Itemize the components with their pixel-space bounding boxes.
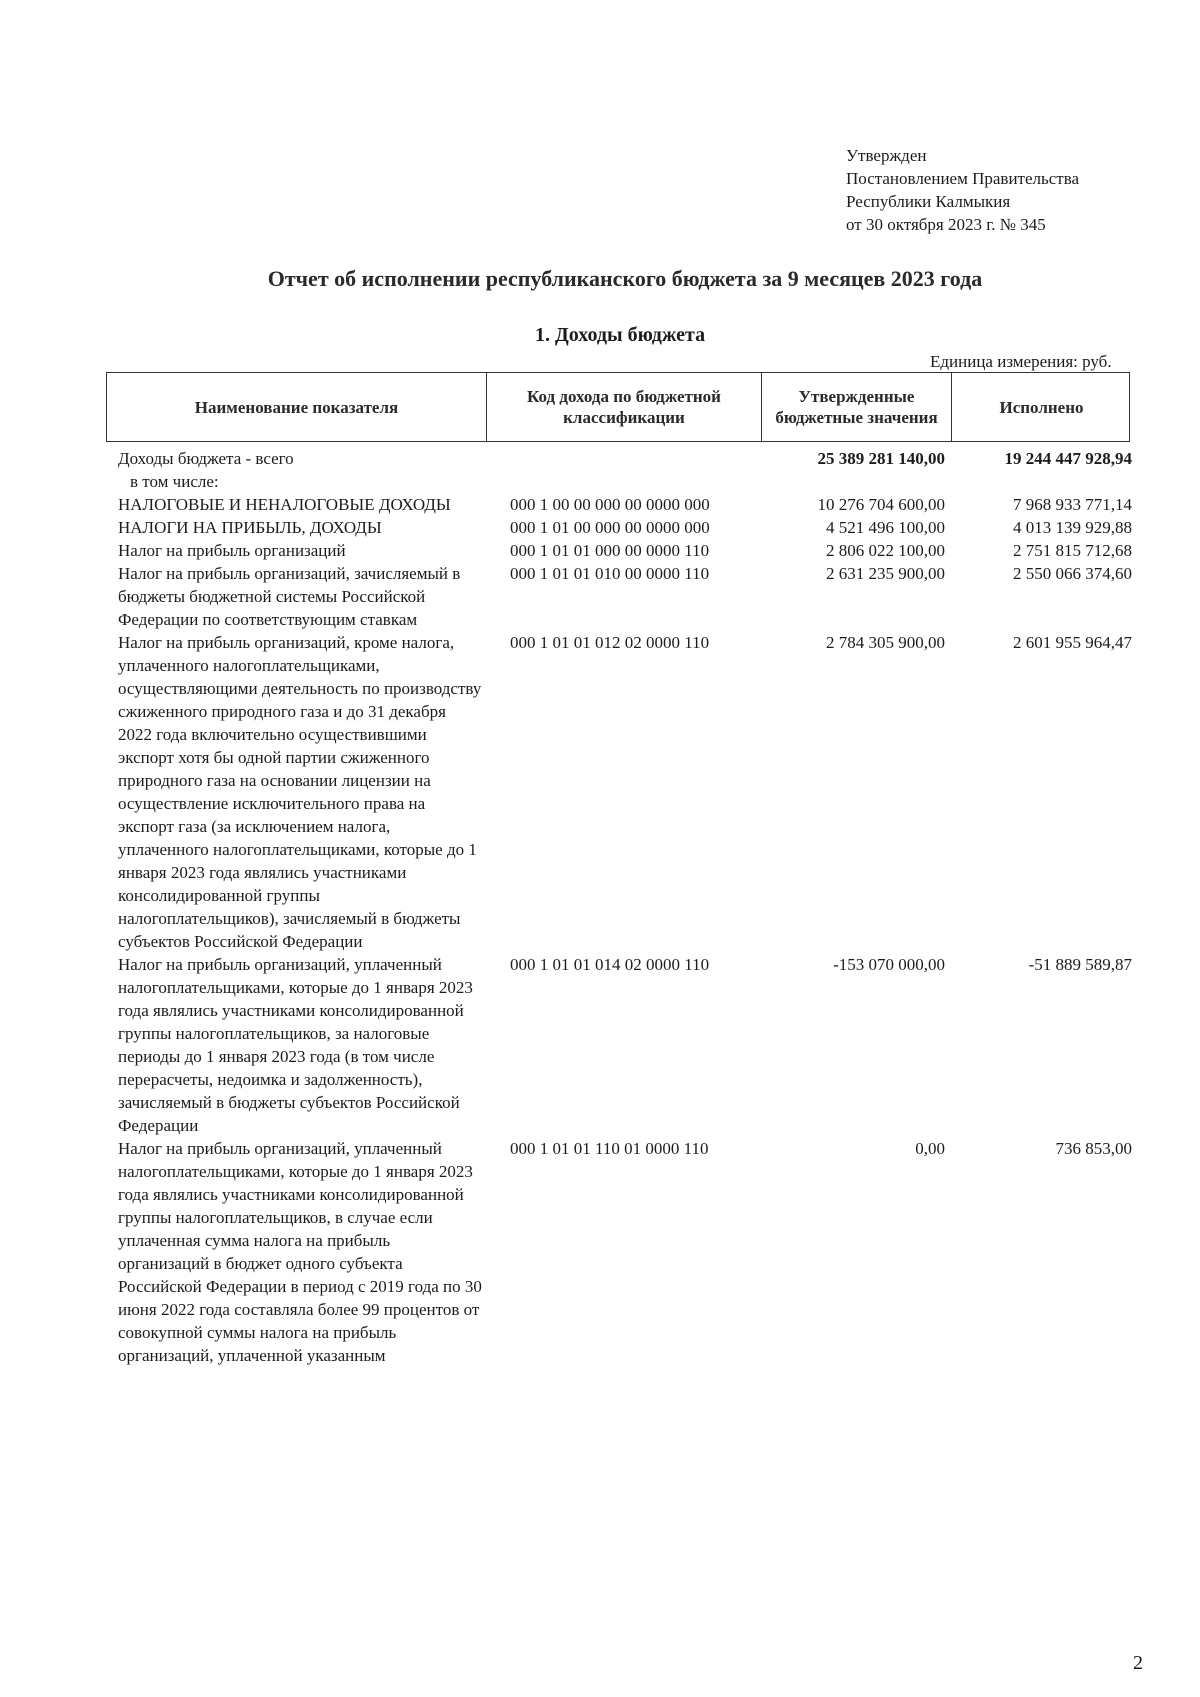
table-row xyxy=(106,516,1146,539)
row-approved: -153 070 000,00 xyxy=(833,955,945,974)
row-executed: -51 889 589,87 xyxy=(1028,955,1132,974)
row-approved: 0,00 xyxy=(915,1139,945,1158)
row-approved: 25 389 281 140,00 xyxy=(817,449,945,468)
row-approved xyxy=(761,470,951,493)
column-header-approved: Утвержденные бюджетные значения xyxy=(762,373,952,441)
row-name: Налог на прибыль организаций, кроме налога, уплаченного налогоплательщиками, осуществляющими деятельность по производству сжиженного природного газа и до 31 декабря 2022 года включительно осуществившими экспорт хотя бы одной партии сжиженного природного газа на основании лицензии на осуществление исключительного права на экспорт газа (за исключением налога, уплаченного налогоплательщиками, которые до 1 января 2023 года являлись участниками консолидированной группы налогоплательщиков), зачисляемый в бюджеты субъектов Российской Федерации xyxy=(118,633,482,951)
row-code: 000 1 00 00 000 00 0000 000 xyxy=(510,495,710,514)
row-name: в том числе: xyxy=(130,472,219,491)
row-approved: 2 784 305 900,00 xyxy=(826,633,945,652)
row-executed: 736 853,00 xyxy=(1055,1139,1132,1158)
row-name: Налог на прибыль организаций, уплаченный налогоплательщиками, которые до 1 января 2023 года являлись участниками консолидированной группы налогоплательщиков, за налоговые периоды до 1 января 2023 года (в том числе перерасчеты, недоимка и задолженность), зачисляемый в бюджеты субъектов Российской Федерации xyxy=(118,955,473,1135)
row-name: Налог на прибыль организаций, зачисляемый в бюджеты бюджетной системы Российской Федерации по соответствующим ставкам xyxy=(118,564,461,629)
approval-line: Республики Калмыкия xyxy=(846,192,1011,211)
table-row xyxy=(106,470,1146,493)
row-code: 000 1 01 01 014 02 0000 110 xyxy=(510,955,710,974)
approval-line: от 30 октября 2023 г. № 345 xyxy=(846,215,1046,234)
page-number: 2 xyxy=(1133,1652,1143,1674)
row-name: Налог на прибыль организаций, уплаченный налогоплательщиками, которые до 1 января 2023 года являлись участниками консолидированной группы налогоплательщиков, в случае если уплаченная сумма налога на прибыль организаций в бюджет одного субъекта Российской Федерации в период с 2019 года по 30 июня 2022 года составляла более 99 процентов от совокупной суммы налога на прибыль организаций, уплаченной указанным xyxy=(118,1139,482,1365)
row-executed: 2 601 955 964,47 xyxy=(1013,633,1132,652)
row-executed: 4 013 139 929,88 xyxy=(1013,518,1132,537)
unit-of-measure: Единица измерения: руб. xyxy=(930,352,1112,371)
document-title: Отчет об исполнении республиканского бюджета за 9 месяцев 2023 года xyxy=(267,266,983,291)
table-row xyxy=(106,562,1146,631)
table-row xyxy=(106,493,1146,516)
row-approved: 4 521 496 100,00 xyxy=(826,518,945,537)
row-code: 000 1 01 01 012 02 0000 110 xyxy=(510,633,710,652)
row-executed: 2 550 066 374,60 xyxy=(1013,564,1132,583)
row-name: Налог на прибыль организаций xyxy=(118,541,346,560)
row-executed: 7 968 933 771,14 xyxy=(1013,495,1132,514)
row-executed: 2 751 815 712,68 xyxy=(1013,541,1132,560)
column-header-code: Код дохода по бюджетной классификации xyxy=(487,373,762,441)
row-code xyxy=(486,447,761,470)
table-header xyxy=(106,372,1130,442)
table-body xyxy=(106,447,1146,1367)
table-row xyxy=(106,1137,1146,1367)
row-approved: 2 631 235 900,00 xyxy=(826,564,945,583)
row-name: НАЛОГИ НА ПРИБЫЛЬ, ДОХОДЫ xyxy=(118,518,382,537)
row-code: 000 1 01 01 010 00 0000 110 xyxy=(510,564,710,583)
row-name: Доходы бюджета - всего xyxy=(118,449,294,468)
row-executed: 19 244 447 928,94 xyxy=(1004,449,1132,468)
approval-stamp xyxy=(846,144,1079,236)
row-approved: 2 806 022 100,00 xyxy=(826,541,945,560)
row-code: 000 1 01 01 000 00 0000 110 xyxy=(510,541,710,560)
table-row xyxy=(106,539,1146,562)
row-name: НАЛОГОВЫЕ И НЕНАЛОГОВЫЕ ДОХОДЫ xyxy=(118,495,451,514)
approval-line: Постановлением Правительства xyxy=(846,169,1080,188)
column-header-executed: Исполнено xyxy=(999,397,1084,417)
column-header-name: Наименование показателя xyxy=(107,373,487,441)
row-approved: 10 276 704 600,00 xyxy=(817,495,945,514)
row-code: 000 1 01 01 110 01 0000 110 xyxy=(510,1139,709,1158)
table-row xyxy=(106,953,1146,1137)
table-row xyxy=(106,447,1146,470)
section-title: 1. Доходы бюджета xyxy=(535,324,706,346)
row-executed xyxy=(951,470,1146,493)
row-code: 000 1 01 00 000 00 0000 000 xyxy=(510,518,710,537)
row-code xyxy=(486,470,761,493)
approval-line: Утвержден xyxy=(846,146,927,165)
table-row xyxy=(106,631,1146,953)
